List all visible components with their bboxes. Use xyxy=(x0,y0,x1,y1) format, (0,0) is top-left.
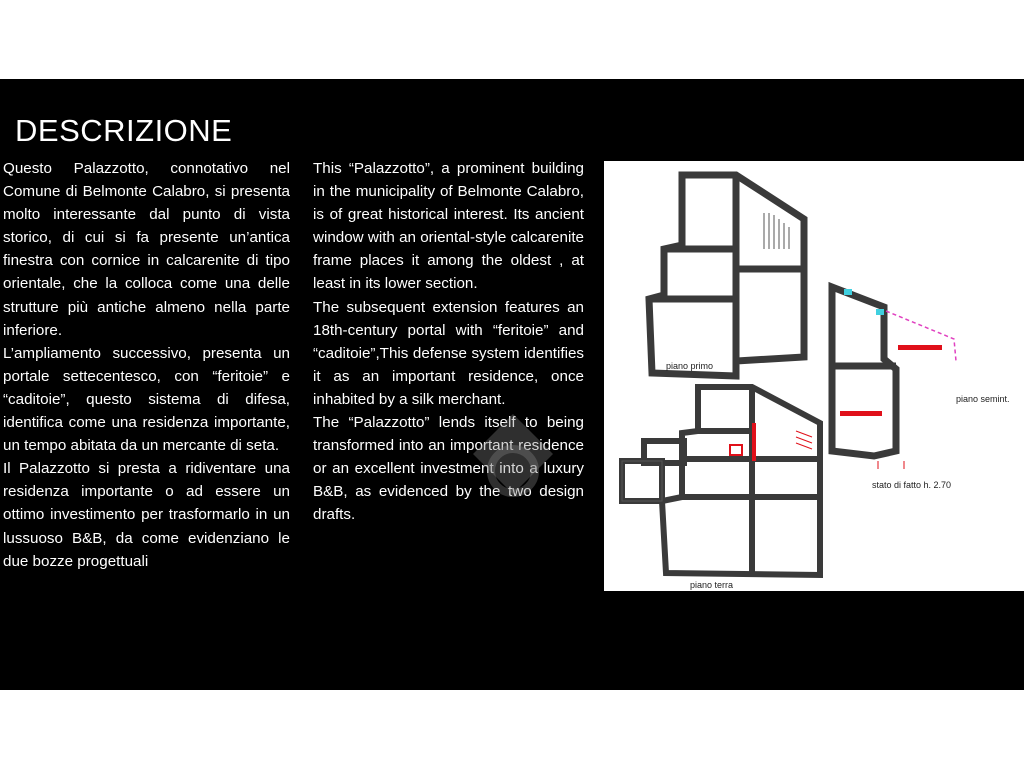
english-paragraph-3: The “Palazzotto” lends itself to being transformed into an important residence or an excellent investment into a luxury B&B, as evidenced by the two design drafts. xyxy=(313,414,584,524)
label-piano-terra: piano terra xyxy=(690,580,734,590)
english-paragraph-2: The subsequent extension features an 18th-century portal with “feritoie” and “caditoie”,This defense system identifies it as an important residence, once inhabited by a silk merchant. xyxy=(313,298,584,408)
english-paragraph-1: This “Palazzotto”, a prominent building in the municipality of Belmonte Calabro, is of great historical interest. Its ancient window with an oriental-style calcarenite frame places it among the oldest , at least in its lower section. xyxy=(313,160,584,293)
basement-plan xyxy=(832,287,896,456)
floor-plan-drawing xyxy=(604,161,1024,591)
red-marker-3 xyxy=(730,445,742,455)
red-marker-2 xyxy=(840,411,882,416)
italian-paragraph-3: Il Palazzotto si presta a ridiventare una residenza importante o ad essere un ottimo investimento per trasformarlo in un lussuoso B&B, da come evidenziano le due bozze progettuali xyxy=(3,460,290,570)
italian-description xyxy=(3,157,290,573)
first-floor-plan xyxy=(649,175,804,376)
slide-title: DESCRIZIONE xyxy=(15,113,233,148)
label-stato-di-fatto: stato di fatto h. 2.70 xyxy=(872,480,952,490)
red-marker-1 xyxy=(898,345,942,350)
label-piano-semint: piano semint. xyxy=(956,394,1010,404)
magenta-extension xyxy=(886,311,956,361)
slide xyxy=(0,79,1024,690)
italian-paragraph-1: Questo Palazzotto, connotativo nel Comune di Belmonte Calabro, si presenta molto interessante dal punto di vista storico, di cui si fa presente un’antica finestra con cornice in calcarenite di tipo orientale, che la colloca come una delle strutture più antiche almeno nella parte inferiore. xyxy=(3,160,290,339)
english-description xyxy=(313,157,584,527)
ground-floor-plan xyxy=(622,387,820,575)
italian-paragraph-2: L’ampliamento successivo, presenta un portale settecentesco, con “feritoie” e “caditoie”, questo sistema di difesa, identifica come una residenza importante, un tempo abitata da un mercante di seta. xyxy=(3,344,290,455)
label-piano-primo: piano primo xyxy=(666,361,714,371)
